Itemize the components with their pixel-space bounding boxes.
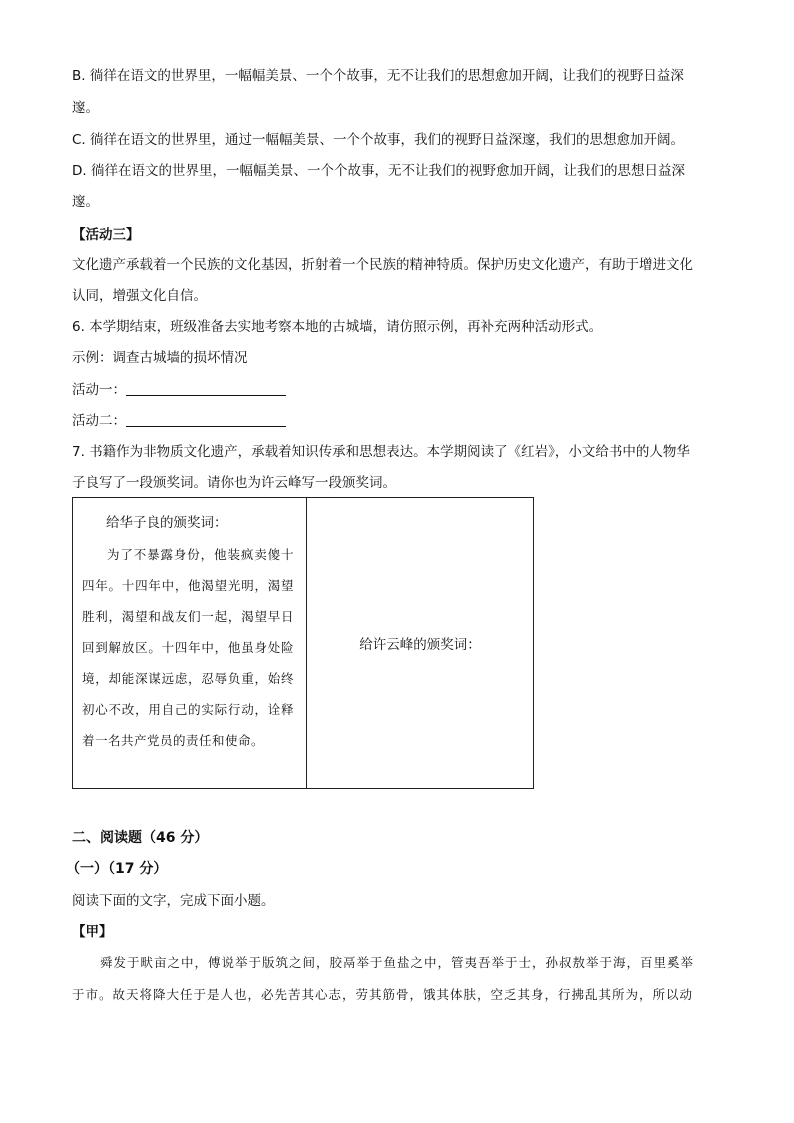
question-6: 6. 本学期结束，班级准备去实地考察本地的古城墙，请仿照示例，再补充两种活动形式。 [72, 319, 603, 335]
huaziliang-award-text: 为了不暴露身份，他装疯卖傻十四年。十四年中，他渴望光明，渴望胜利，渴望和战友们一起，渴望早日回到解放区。十四年中，他虽身处险境，却能深谋远虑，忍辱负重，始终初心不改，用自己的实际行动，诠释着一名共产党员的责任和使命。 [82, 547, 294, 748]
jia-text-line-2: 于市。故天将降大任于是人也，必先苦其心志，劳其筋骨，饿其体肤，空乏其身，行拂乱其所为，所以动 [72, 987, 694, 1002]
huaziliang-award-title: 给华子良的颁奖词： [106, 515, 228, 531]
option-d-line-2: 邃。 [72, 194, 99, 210]
reading-instruction: 阅读下面的文字，完成下面小题。 [72, 893, 275, 909]
activity-two-label: 活动二： [72, 413, 126, 429]
activity-one-row [72, 380, 286, 400]
activity-three-heading: 【活动三】 [72, 227, 140, 243]
section-two-heading: 二、阅读题（46 分） [72, 830, 209, 846]
option-b-line-1: B. 徜徉在语文的世界里，一幅幅美景、一个个故事，无不让我们的思想愈加开阔，让我们的视野日益深 [72, 68, 684, 84]
question-7-line-2: 子良写了一段颁奖词。请你也为许云峰写一段颁奖词。 [72, 475, 396, 491]
example-line: 示例：调查古城墙的损坏情况 [72, 350, 248, 366]
xuyunfeng-award-title: 给许云峰的颁奖词： [359, 637, 481, 653]
intro-line-2: 认同，增强文化自信。 [72, 288, 207, 304]
intro-line-1: 文化遗产承载着一个民族的文化基因，折射着一个民族的精神特质。保护历史文化遗产，有助于增进文化 [72, 257, 693, 273]
huaziliang-award-cell [73, 498, 307, 789]
jia-label: 【甲】 [72, 924, 113, 940]
award-table [72, 497, 534, 789]
activity-two-blank[interactable] [126, 412, 286, 427]
activity-one-label: 活动一： [72, 382, 126, 398]
jia-text-line-1: 舜发于畎亩之中，傅说举于版筑之间，胶鬲举于鱼盐之中，管夷吾举于士，孙叔敖举于海，百里奚举 [100, 955, 695, 970]
activity-one-blank[interactable] [126, 381, 286, 396]
question-7-line-1: 7. 书籍作为非物质文化遗产，承载着知识传承和思想表达。本学期阅读了《红岩》，小文给书中的人物华 [72, 444, 690, 460]
xuyunfeng-award-cell[interactable] [307, 498, 534, 789]
option-b-line-2: 邃。 [72, 100, 99, 116]
option-d-line-1: D. 徜徉在语文的世界里，一幅幅美景、一个个故事，无不让我们的视野愈加开阔，让我们的思想日益深 [72, 163, 685, 179]
activity-two-row [72, 411, 286, 431]
option-c: C. 徜徉在语文的世界里，通过一幅幅美景、一个个故事，我们的视野日益深邃，我们的思想愈加开阔。 [72, 132, 685, 148]
section-two-sub-heading: （一）（17 分） [66, 861, 168, 877]
